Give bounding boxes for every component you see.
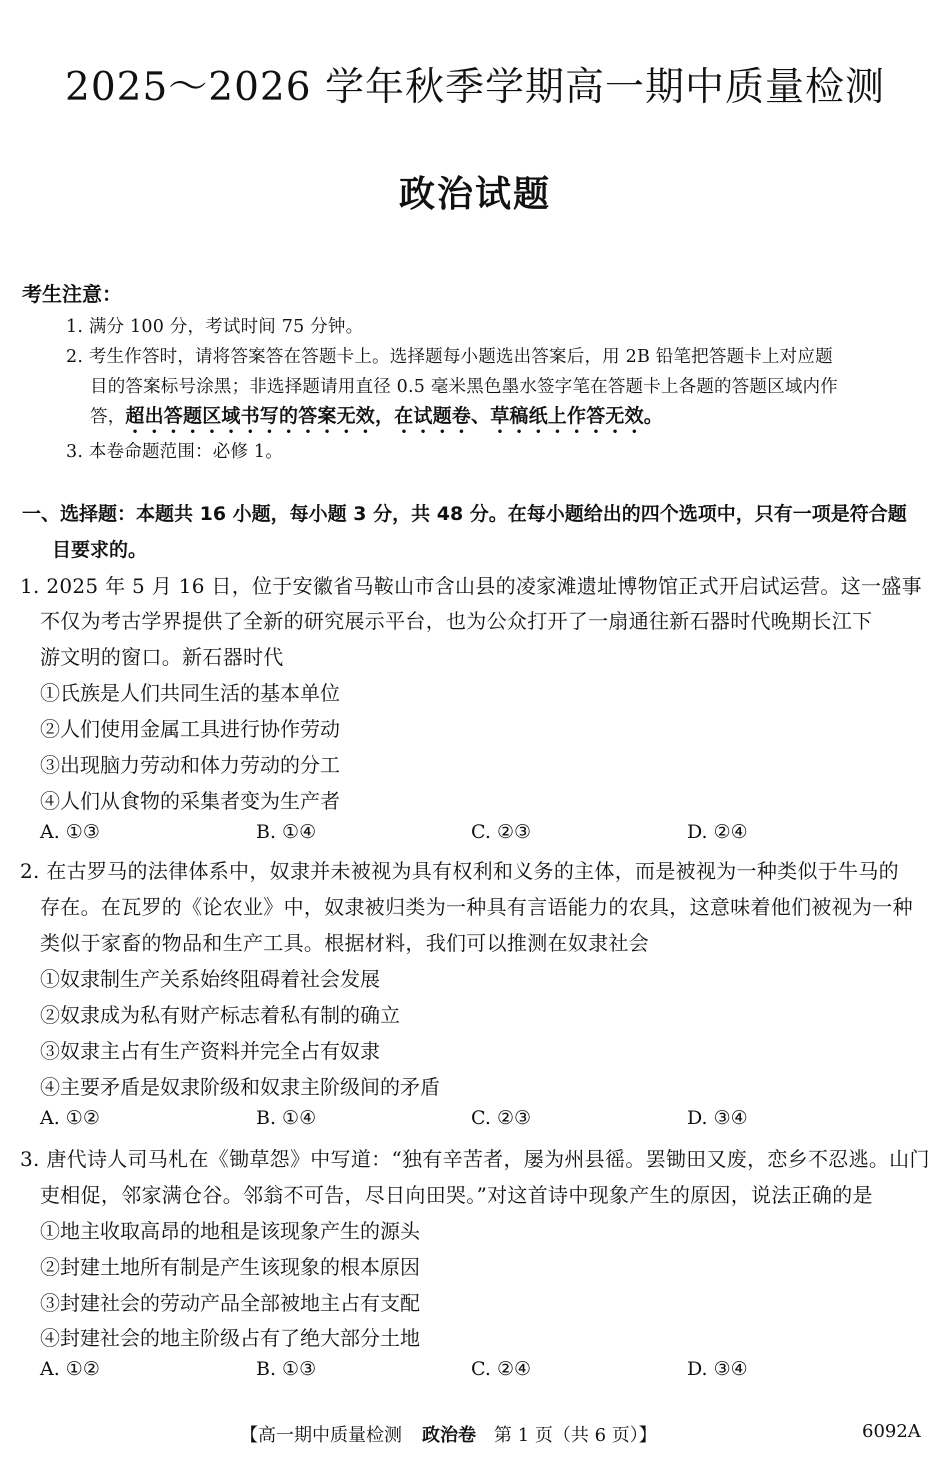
notice-item-2-line-3 bbox=[90, 401, 663, 438]
footer-page-number: 第 1 页（共 6 页） bbox=[494, 1425, 639, 1446]
question-3-choice-b: B. ①③ bbox=[256, 1358, 317, 1380]
question-2-option-2: ②奴隶成为私有财产标志着私有制的确立 bbox=[40, 1003, 400, 1027]
question-3-option-3: ③封建社会的劳动产品全部被地主占有支配 bbox=[40, 1291, 420, 1315]
notice-item-3: 3. 本卷命题范围：必修 1。 bbox=[66, 442, 283, 462]
question-2-stem-line-3: 类似于家畜的物品和生产工具。根据材料，我们可以推测在奴隶社会 bbox=[40, 931, 649, 955]
question-2-stem-line-2: 存在。在瓦罗的《论农业》中，奴隶被归类为一种具有言语能力的农具，这意味着他们被视为一种 bbox=[40, 895, 913, 919]
question-1-choice-b: B. ①④ bbox=[256, 821, 317, 843]
question-1-option-2: ②人们使用金属工具进行协作劳动 bbox=[40, 717, 340, 741]
question-2-option-4: ④主要矛盾是奴隶阶级和奴隶主阶级间的矛盾 bbox=[40, 1075, 440, 1099]
footer-paper-code: 6092A bbox=[862, 1421, 921, 1442]
footer-left-bracket: 【 bbox=[240, 1425, 258, 1446]
question-3-option-4: ④封建社会的地主阶级占有了绝大部分土地 bbox=[40, 1326, 420, 1350]
subject-title: 政治试题 bbox=[398, 174, 551, 215]
question-1-stem-line-3: 游文明的窗口。新石器时代 bbox=[40, 645, 284, 669]
question-3-stem-line-1: 3. 唐代诗人司马札在《锄草怨》中写道：“独有辛苦者，屡为州县徭。罢锄田又废，恋乡不忍逃。山门 bbox=[20, 1147, 930, 1171]
notice-item-1: 1. 满分 100 分，考试时间 75 分钟。 bbox=[66, 317, 364, 337]
question-1-option-3: ③出现脑力劳动和体力劳动的分工 bbox=[40, 753, 340, 777]
notice-item-2-line-3-plain: 答， bbox=[90, 407, 126, 427]
notice-item-2-line-1: 2. 考生作答时，请将答案答在答题卡上。选择题每小题选出答案后，用 2B 铅笔把答题卡上对应题 bbox=[66, 347, 833, 367]
question-2-choice-c: C. ②③ bbox=[471, 1107, 532, 1129]
question-2-choice-a: A. ①② bbox=[40, 1107, 100, 1129]
notice-warning-emphasis: 超出答题区域书写的答案无效，在试题卷、草稿纸上作答无效。 bbox=[125, 405, 664, 427]
question-1-stem-line-2: 不仅为考古学界提供了全新的研究展示平台，也为公众打开了一扇通往新石器时代晚期长江下 bbox=[40, 609, 873, 633]
question-1-stem-line-1: 1. 2025 年 5 月 16 日，位于安徽省马鞍山市含山县的凌家滩遗址博物馆正式开启试运营。这一盛事 bbox=[20, 574, 922, 598]
section-1-heading-line-2: 目要求的。 bbox=[52, 539, 148, 561]
question-3-choice-d: D. ③④ bbox=[687, 1358, 748, 1380]
question-3-option-2: ②封建土地所有制是产生该现象的根本原因 bbox=[40, 1255, 420, 1279]
page-footer bbox=[240, 1421, 657, 1447]
section-1-heading-line-1: 一、选择题：本题共 16 小题，每小题 3 分，共 48 分。在每小题给出的四个选项中，只有一项是符合题 bbox=[22, 503, 907, 525]
question-1-choice-c: C. ②③ bbox=[471, 821, 532, 843]
question-2-stem-line-1: 2. 在古罗马的法律体系中，奴隶并未被视为具有权利和义务的主体，而是被视为一种类似于牛马的 bbox=[20, 859, 899, 883]
footer-right-bracket: 】 bbox=[638, 1425, 657, 1446]
footer-paper-name: 政治卷 bbox=[422, 1425, 476, 1446]
question-1-choice-d: D. ②④ bbox=[687, 821, 748, 843]
question-2-choice-b: B. ①④ bbox=[256, 1107, 317, 1129]
notice-item-2-line-2: 目的答案标号涂黑；非选择题请用直径 0.5 毫米黑色墨水签字笔在答题卡上各题的答题区域内作 bbox=[90, 377, 838, 397]
question-3-stem-line-2: 吏相促，邻家满仓谷。邻翁不可告，尽日向田哭。”对这首诗中现象产生的原因，说法正确的是 bbox=[40, 1183, 873, 1207]
question-3-choice-a: A. ①② bbox=[40, 1358, 100, 1380]
question-2-choice-d: D. ③④ bbox=[687, 1107, 748, 1129]
notice-heading: 考生注意： bbox=[22, 282, 122, 306]
question-2-option-3: ③奴隶主占有生产资料并完全占有奴隶 bbox=[40, 1039, 380, 1063]
question-3-choice-c: C. ②④ bbox=[471, 1358, 532, 1380]
question-1-option-4: ④人们从食物的采集者变为生产者 bbox=[40, 789, 340, 813]
footer-exam-name: 高一期中质量检测 bbox=[258, 1425, 402, 1446]
question-3-option-1: ①地主收取高昂的地租是该现象产生的源头 bbox=[40, 1219, 420, 1243]
question-1-option-1: ①氏族是人们共同生活的基本单位 bbox=[40, 681, 340, 705]
exam-title: 2025～2026 学年秋季学期高一期中质量检测 bbox=[65, 65, 885, 110]
question-1-choice-a: A. ①③ bbox=[40, 821, 100, 843]
question-2-option-1: ①奴隶制生产关系始终阻碍着社会发展 bbox=[40, 967, 380, 991]
